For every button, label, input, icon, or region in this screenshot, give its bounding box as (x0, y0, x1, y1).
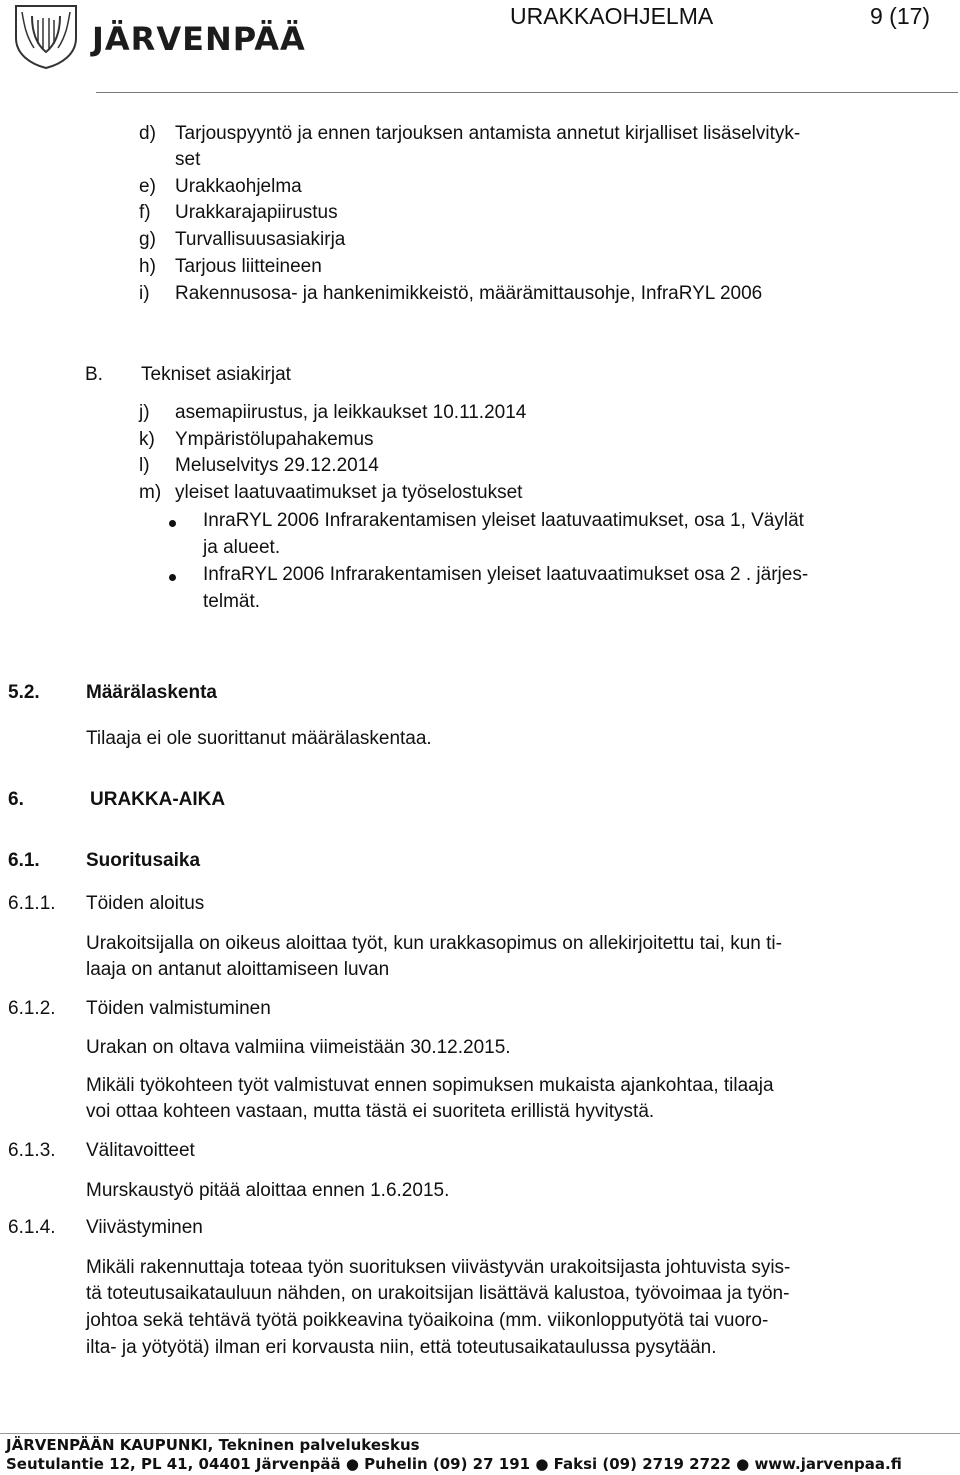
bullet-icon (169, 574, 176, 581)
section-number: 6.1.2. (8, 998, 56, 1019)
section-number: 5.2. (8, 682, 40, 703)
section-number: 6.1.4. (8, 1217, 56, 1238)
section-heading: Suoritusaika (86, 850, 201, 871)
paragraph-line: laaja on antanut aloittamiseen luvan (86, 959, 390, 980)
city-logo-text: JÄRVENPÄÄ (92, 20, 306, 58)
header-divider (96, 92, 958, 93)
list-marker: e) (139, 176, 156, 197)
list-marker: l) (139, 455, 150, 476)
footer-organization: JÄRVENPÄÄN KAUPUNKI, Tekninen palvelukeskus (6, 1436, 420, 1454)
section-number: 6.1.1. (8, 893, 56, 914)
bullet-icon (169, 520, 176, 527)
list-marker: f) (139, 202, 151, 223)
bullet-item: InraRYL 2006 Infrarakentamisen yleiset laatuvaatimukset, osa 1, Väylät (203, 510, 804, 531)
bullet-item-continued: telmät. (203, 591, 261, 612)
list-item: Turvallisuusasiakirja (175, 229, 346, 250)
footer-contact-info: Seutulantie 12, PL 41, 04401 Järvenpää ● Puhelin (09) 27 191 ● Faksi (09) 2719 2722 ● www.jarvenpaa.fi (6, 1455, 902, 1473)
footer-divider (0, 1433, 960, 1434)
list-item: Urakkaohjelma (175, 176, 302, 197)
page-number: 9 (17) (870, 3, 931, 29)
list-marker: h) (139, 256, 156, 277)
list-marker: i) (139, 283, 150, 304)
list-marker: m) (139, 482, 162, 503)
list-item-continued: set (175, 149, 201, 170)
list-item: Ympäristölupahakemus (175, 429, 374, 450)
subsection-heading: Töiden valmistuminen (86, 998, 271, 1019)
subsection-heading: Töiden aloitus (86, 893, 205, 914)
list-item: asemapiirustus, ja leikkaukset 10.11.2014 (175, 402, 527, 423)
paragraph-line: Mikäli rakennuttaja toteaa työn suorituksen viivästyvän urakoitsijasta johtuvista syis- (86, 1257, 791, 1278)
list-marker: k) (139, 429, 155, 450)
list-item: Tarjouspyyntö ja ennen tarjouksen antamista annetut kirjalliset lisäselvityk- (175, 123, 801, 144)
bullet-item: InfraRYL 2006 Infrarakentamisen yleiset laatuvaatimukset osa 2 . järjes- (203, 564, 809, 585)
section-number: 6. (8, 789, 24, 810)
subsection-heading: Viivästyminen (86, 1217, 203, 1238)
bullet-item-continued: ja alueet. (203, 537, 281, 558)
section-heading: Määrälaskenta (86, 682, 217, 703)
paragraph-line: johtoa sekä tehtävä työtä poikkeavina työaikoina (mm. viikonlopputyötä tai vuoro- (86, 1310, 769, 1331)
list-item: Meluselvitys 29.12.2014 (175, 455, 379, 476)
paragraph-line: voi ottaa kohteen vastaan, mutta tästä ei suoriteta erillistä hyvitystä. (86, 1101, 655, 1122)
list-item: Rakennusosa- ja hankenimikkeistö, määrämittausohje, InfraRYL 2006 (175, 283, 763, 304)
paragraph: Urakan on oltava valmiina viimeistään 30.12.2015. (86, 1037, 511, 1058)
list-marker: d) (139, 123, 156, 144)
list-marker: g) (139, 229, 156, 250)
city-crest-logo (10, 2, 82, 70)
list-marker: j) (139, 402, 150, 423)
list-item: yleiset laatuvaatimukset ja työselostukset (175, 482, 523, 503)
section-b-title: Tekniset asiakirjat (141, 364, 291, 385)
paragraph-line: Urakoitsijalla on oikeus aloittaa työt, kun urakkasopimus on allekirjoitettu tai, kun ti- (86, 933, 782, 954)
list-item: Tarjous liitteineen (175, 256, 322, 277)
paragraph-line: Mikäli työkohteen työt valmistuvat ennen sopimuksen mukaista ajankohtaa, tilaaja (86, 1075, 774, 1096)
paragraph-line: ilta- ja yötyötä) ilman eri korvausta niin, että toteutusaikataulussa pysytään. (86, 1337, 717, 1358)
list-item: Urakkarajapiirustus (175, 202, 338, 223)
section-number: 6.1. (8, 850, 40, 871)
paragraph: Murskaustyö pitää aloittaa ennen 1.6.2015. (86, 1180, 450, 1201)
subsection-heading: Välitavoitteet (86, 1140, 195, 1161)
paragraph-line: tä toteutusaikatauluun nähden, on urakoitsijan lisättävä kalustoa, työvoimaa ja työn- (86, 1283, 790, 1304)
section-number: 6.1.3. (8, 1140, 56, 1161)
section-b-marker: B. (85, 364, 103, 385)
document-title: URAKKAOHJELMA (510, 3, 714, 29)
section-heading: URAKKA-AIKA (90, 789, 226, 810)
paragraph: Tilaaja ei ole suorittanut määrälaskentaa. (86, 728, 432, 749)
